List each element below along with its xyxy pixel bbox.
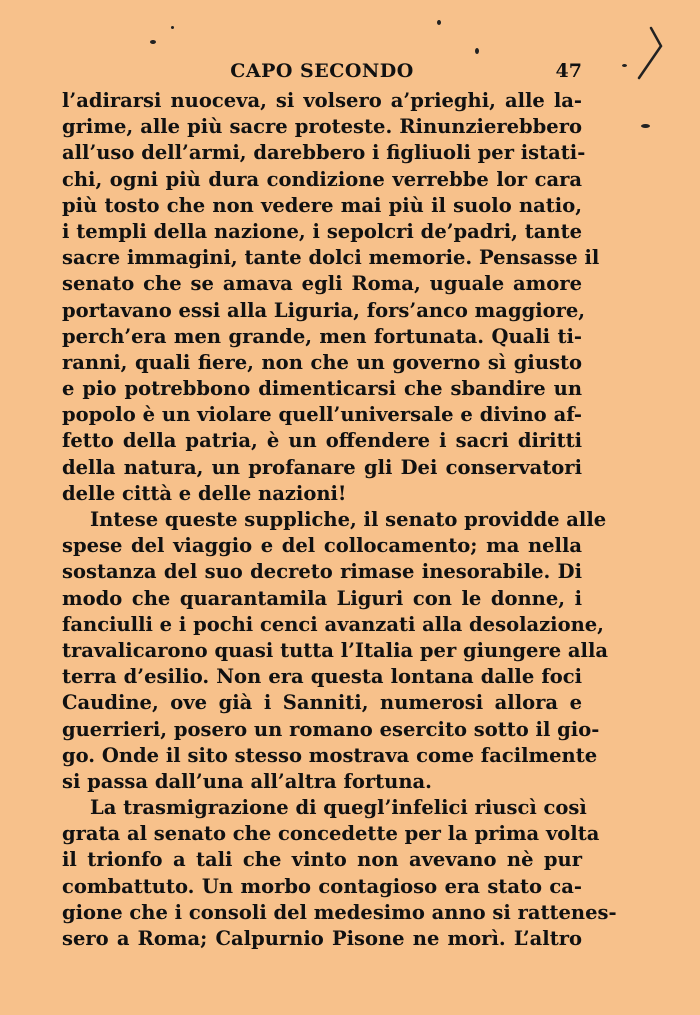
text-line: fetto della patria, è un offendere i sacri diritti (62, 429, 582, 453)
text-line: si passa dall’una all’altra fortuna. (62, 769, 432, 793)
text-line: terra d’esilio. Non era questa lontana dalle foci (62, 665, 582, 689)
text-line: perch’era men grande, men fortunata. Quali ti- (62, 324, 582, 348)
text-line: ranni, quali fiere, non che un governo sì giusto (62, 350, 582, 374)
text-line: l’adirarsi nuoceva, si volsero a’prieghi, alle la- (62, 89, 582, 112)
text-line: popolo è un violare quell’universale e divino af- (62, 403, 582, 427)
text-line: spese del viaggio e del collocamento; ma nella (62, 534, 582, 558)
ink-speck (641, 124, 650, 128)
text-line: travalicarono quasi tutta l’Italia per giungere alla (62, 638, 608, 662)
text-line: della natura, un profanare gli Dei conservatori (62, 455, 582, 479)
text-line: grime, alle più sacre proteste. Rinunzierebbero (62, 115, 582, 139)
ink-speck (171, 26, 174, 29)
text-line: chi, ogni più dura condizione verrebbe lor cara (62, 167, 582, 191)
ink-speck (437, 20, 441, 25)
text-line: grata al senato che concedette per la prima volta (62, 822, 600, 846)
text-line: Caudine, ove già i Sanniti, numerosi allora e (62, 691, 582, 715)
running-head (62, 60, 582, 86)
text-line: più tosto che non vedere mai più il suolo natio, (62, 193, 582, 217)
text-line: e pio potrebbono dimenticarsi che sbandire un (62, 377, 582, 401)
ink-speck (475, 48, 479, 54)
text-line: all’uso dell’armi, darebbero i figliuoli per istati- (62, 141, 586, 165)
text-line: sero a Roma; Calpurnio Pisone ne morì. L’altro (62, 927, 582, 950)
text-line: gione che i consoli del medesimo anno si rattenes- (62, 900, 617, 924)
text-line: modo che quarantamila Liguri con le donne, i (62, 586, 582, 610)
text-line: La trasmigrazione di quegl’infelici riuscì così (90, 796, 587, 820)
text-line: Intese queste suppliche, il senato providde alle (90, 508, 607, 531)
text-line: combattuto. Un morbo contagioso era stato ca- (62, 874, 582, 898)
text-line: portavano essi alla Liguria, fors’anco maggiore, (62, 298, 586, 322)
text-line: sostanza del suo decreto rimase inesorabile. Di (62, 560, 582, 584)
text-line: fanciulli e i pochi cenci avanzati alla desolazione, (62, 612, 604, 636)
text-line: sacre immagini, tante dolci memorie. Pensasse il (62, 246, 600, 270)
text-line: delle città e delle nazioni! (62, 481, 347, 505)
page-number: 47 (555, 60, 582, 82)
ink-speck (150, 40, 156, 44)
text-line: senato che se amava egli Roma, uguale amore (62, 272, 582, 296)
pen-mark-icon (625, 26, 665, 86)
text-line: il trionfo a tali che vinto non avevano nè pur (62, 848, 582, 872)
running-title: CAPO SECONDO (230, 60, 414, 82)
text-line: go. Onde il sito stesso mostrava come facilmente (62, 743, 598, 767)
body-text (62, 88, 617, 952)
text-line: i templi della nazione, i sepolcri de’padri, tante (62, 219, 582, 243)
text-line: guerrieri, posero un romano esercito sotto il gio- (62, 717, 600, 741)
